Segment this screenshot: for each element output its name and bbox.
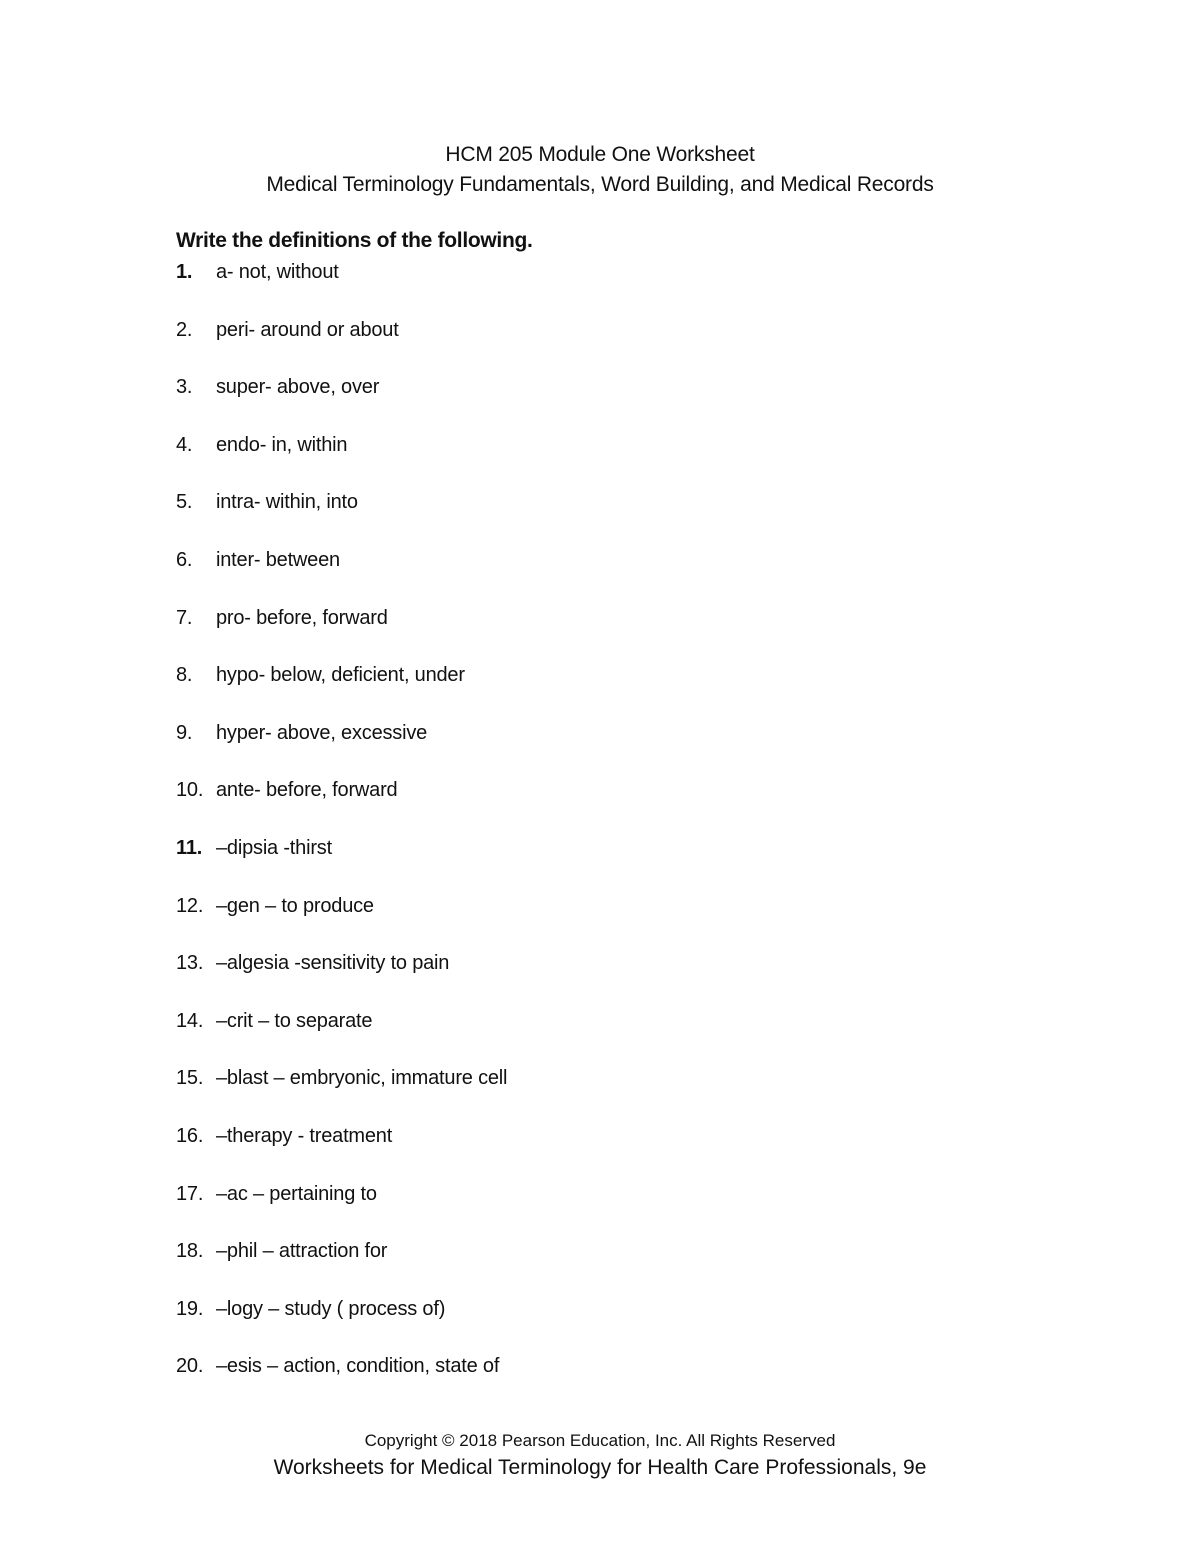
item-number: 19. — [176, 1297, 204, 1320]
item-number: 12. — [176, 894, 204, 917]
item-number: 4. — [176, 433, 193, 456]
item-number: 5. — [176, 491, 193, 514]
item-number: 3. — [176, 376, 193, 399]
item-text: –logy – study ( process of) — [216, 1297, 446, 1320]
instructions-heading: Write the definitions of the following. — [176, 229, 533, 252]
item-text: ante- before, forward — [216, 779, 398, 802]
item-number: 16. — [176, 1124, 204, 1147]
item-text: endo- in, within — [216, 433, 348, 456]
list-item — [176, 546, 507, 604]
list-item — [176, 604, 507, 662]
item-number: 11. — [176, 836, 203, 859]
list-item — [176, 1064, 507, 1122]
item-number: 8. — [176, 664, 193, 687]
copyright-notice: Copyright © 2018 Pearson Education, Inc. All Rights Reserved — [364, 1431, 836, 1450]
item-number: 14. — [176, 1009, 204, 1032]
item-text: a- not, without — [216, 261, 339, 283]
list-item — [176, 1180, 507, 1238]
item-text: inter- between — [216, 548, 340, 571]
item-number: 20. — [176, 1355, 204, 1378]
item-text: hyper- above, excessive — [216, 721, 428, 744]
list-item — [176, 892, 507, 950]
item-number: 13. — [176, 952, 204, 975]
item-number: 2. — [176, 318, 193, 341]
item-text: intra- within, into — [216, 491, 358, 514]
item-number: 18. — [176, 1240, 204, 1263]
definitions-list — [176, 258, 507, 1410]
item-number: 10. — [176, 779, 204, 802]
item-text: –algesia -sensitivity to pain — [216, 952, 450, 975]
list-item — [176, 1237, 507, 1295]
item-text: –gen – to produce — [216, 894, 374, 917]
item-number: 15. — [176, 1067, 204, 1090]
list-item — [176, 719, 507, 777]
book-title-footer: Worksheets for Medical Terminology for Health Care Professionals, 9e — [273, 1456, 927, 1479]
item-number: 6. — [176, 548, 193, 571]
page-title: HCM 205 Module One Worksheet — [445, 143, 755, 166]
item-text: –crit – to separate — [216, 1009, 373, 1032]
list-item — [176, 1352, 507, 1410]
list-item — [176, 661, 507, 719]
list-item — [176, 1122, 507, 1180]
item-text: –dipsia -thirst — [216, 836, 332, 859]
list-item — [176, 776, 507, 834]
page-subtitle: Medical Terminology Fundamentals, Word Building, and Medical Records — [266, 173, 934, 196]
item-text: –therapy - treatment — [216, 1124, 393, 1147]
list-item — [176, 373, 507, 431]
list-item — [176, 431, 507, 489]
item-text: peri- around or about — [216, 318, 399, 341]
item-text: super- above, over — [216, 376, 380, 399]
item-number: 1. — [176, 261, 193, 283]
item-text: –phil – attraction for — [216, 1240, 388, 1263]
list-item — [176, 949, 507, 1007]
item-number: 7. — [176, 606, 193, 629]
list-item — [176, 1007, 507, 1065]
list-item — [176, 258, 507, 316]
item-number: 17. — [176, 1182, 204, 1205]
item-text: –esis – action, condition, state of — [216, 1355, 500, 1378]
list-item — [176, 1295, 507, 1353]
list-item — [176, 834, 507, 892]
item-text: –blast – embryonic, immature cell — [216, 1067, 508, 1090]
list-item — [176, 316, 507, 374]
item-text: hypo- below, deficient, under — [216, 664, 465, 687]
item-number: 9. — [176, 721, 193, 744]
list-item — [176, 488, 507, 546]
item-text: –ac – pertaining to — [216, 1182, 377, 1205]
item-text: pro- before, forward — [216, 606, 388, 629]
